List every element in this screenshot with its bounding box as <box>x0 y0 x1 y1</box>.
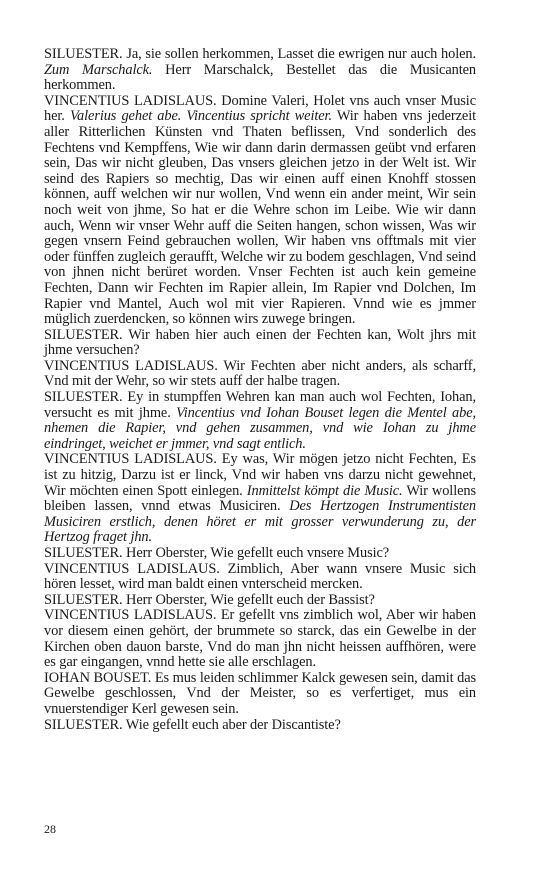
text-segment: SILUESTER. Wie gefellt euch aber der Discantiste? <box>44 716 341 733</box>
text-segment: VINCENTIUS LADISLAUS. Zimblich, Aber wann vnsere Music sich hören lesset, wird man baldt einen vnterscheid mercken. <box>44 560 476 593</box>
paragraph-1 <box>44 47 476 94</box>
paragraph-7 <box>44 546 476 562</box>
text-segment: SILUESTER. Herr Oberster, Wie gefellt euch vnsere Music? <box>44 545 390 561</box>
paragraph-9 <box>44 593 476 609</box>
paragraph-11 <box>44 671 476 718</box>
paragraph-12 <box>44 718 476 734</box>
text-segment: SILUESTER. Ja, sie sollen herkommen, Lasset die ewrigen nur auch holen. <box>44 46 476 62</box>
text-segment: SILUESTER. Wir haben hier auch einen der Fechten kan, Wolt jhrs mit jhme versuchen? <box>44 326 476 359</box>
text-segment: Wir haben vns jederzeit aller Ritterlichen Künsten vnd Thaten beflissen, Vnd sonderlich des Fechtens vnd Kempffens, Wie wir dann darin dermassen geübt vnd erfaren sein, Das wir nicht gleuben, Das vnsers gleichen jetzo in der Welt ist. Wir seind des Rapiers so mechtig, Das wir einen auff einen Knohff stossen können, auff welchen wir nur wollen, Vnd wenn ein ander meint, Wir sein noch weit von jhme, So hat er die Wehre schon im Leibe. Wie wir dann auch, Wenn wir vnser Wehr auff die Seiten hangen, schon wissen, Was wir gegen vnsern Feind gebrauchen wollen, Wir haben vns offtmals mit vier oder fünffen zugleich geraufft, Welche wir zu bodem geschlagen, Vnd seind von jhnen nicht berüret worden. Vnser Fechten ist auch kein gemeine Fechten, Dann wir Fechten im Rapier allein, Im Rapier vnd Dolchen, Im Rapier vnd Mantel, Auch wol mit vier Rapieren. Vnnd wie es jmmer müglich zuerdencken, so können wirs zuwege bringen. <box>44 108 476 328</box>
text-segment: IOHAN BOUSET. Es mus leiden schlimmer Kalck gewesen sein, damit das Gewelbe geschlossen, Vnd der Meister, so es verfertiget, mus ein vnuerstendiger Kerl gewesen sein. <box>44 669 476 717</box>
paragraph-4 <box>44 359 476 390</box>
text-segment: SILUESTER. Ey in stumpffen Wehren kan man auch wol Fechten, Iohan, versucht es mit jhme. <box>44 389 476 421</box>
paragraph-5 <box>44 390 476 452</box>
text-segment: VINCENTIUS LADISLAUS. Domine Valeri, Holet vns auch vnser Music her. <box>44 92 476 125</box>
text-segment: SILUESTER. Herr Oberster, Wie gefellt euch der Bassist? <box>44 591 375 608</box>
page-number: 28 <box>44 822 56 836</box>
text-segment: VINCENTIUS LADISLAUS. Er gefellt vns zimblich wol, Aber wir haben vor diesem einen gehört, der brummete so starck, das ein Gewelbe in der Kirchen oben dauon barste, Vnd do man jhn nicht heissen auffhören, were es gar eingangen, vnnd hette sie alle erschlagen. <box>44 607 476 671</box>
text-segment: Wir wollens bleiben lassen, vnnd etwas Musiciren. <box>44 482 476 515</box>
page-text <box>44 47 476 733</box>
paragraph-3 <box>44 328 476 359</box>
stage-direction: Zum Marschalck. <box>44 61 153 78</box>
text-segment: VINCENTIUS LADISLAUS. Wir Fechten aber nicht anders, als scharff, Vnd mit der Wehr, so wir stets auff der halbe tragen. <box>44 357 476 390</box>
paragraph-8 <box>44 562 476 593</box>
text-segment: VINCENTIUS LADISLAUS. Ey was, Wir mögen jetzo nicht Fechten, Es ist zu hitzig, Darzu ist er linck, Vnd wir haben vns darzu nicht gewehnet, Wir möchten einen Spott einlegen. <box>44 451 476 499</box>
paragraph-10 <box>44 608 476 670</box>
paragraph-6 <box>44 452 476 546</box>
stage-direction: Vincentius vnd Iohan Bouset legen die Mentel abe, nhemen die Rapier, vnd gehen zusammen, vnd wie Iohan zu jhme eindringet, weichet er jmmer, vnd sagt entlich. <box>44 404 476 452</box>
stage-direction: Des Hertzogen Instrumentisten Musiciren erstlich, denen höret er mit grosser verwunderung zu, der Hertzog fraget jhn. <box>44 498 476 546</box>
stage-direction: Valerius gehet abe. Vincentius spricht weiter. <box>69 108 332 125</box>
stage-direction: Inmittelst kömpt die Music. <box>246 482 403 499</box>
paragraph-2 <box>44 94 476 328</box>
text-segment: Herr Marschalck, Bestellet das die Musicanten herkommen. <box>44 61 476 94</box>
